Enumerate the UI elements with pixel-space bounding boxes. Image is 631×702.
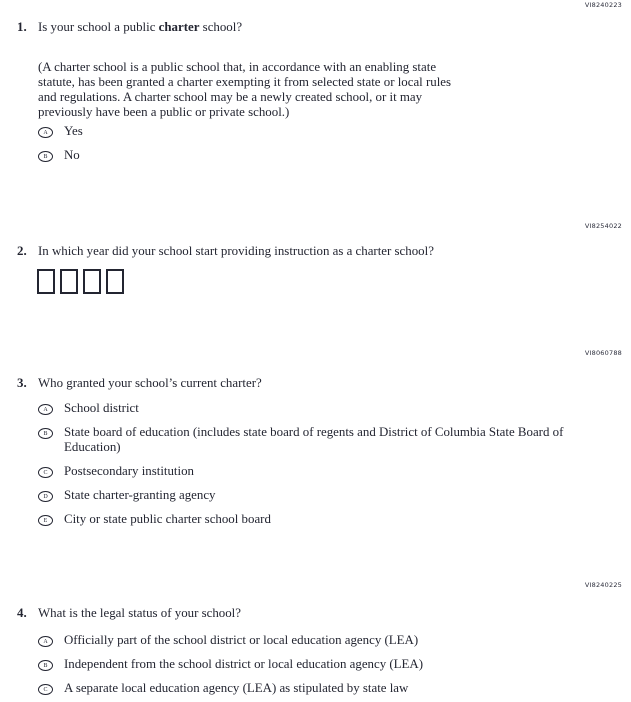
item-code: VI8254022 [584,222,622,230]
response-oval[interactable] [38,404,53,415]
question-block-4 [0,581,631,696]
note-line: statute, has been granted a charter exempting it from selected state or local rules [38,75,452,89]
answer-option[interactable] [38,512,631,527]
oval-letter: D [43,493,48,500]
response-oval[interactable] [38,151,53,162]
question-note [38,60,631,120]
answer-option[interactable] [38,425,631,455]
response-oval[interactable] [38,515,53,526]
oval-letter: C [43,469,48,476]
question-text: In which year did your school start providing instruction as a charter school? [38,244,434,258]
question-block-1 [0,1,631,163]
oval-letter: E [43,517,48,524]
question-text-post: school? [199,20,243,34]
answer-option[interactable] [38,464,631,479]
answer-option-no[interactable] [38,148,631,163]
option-label: State charter-granting agency [64,488,216,502]
question-title [0,20,631,35]
option-label: State board of education (includes state board of regents and District of Columbia State Board of Education) [64,425,564,454]
question-text: Who granted your school’s current charter? [38,376,262,390]
response-oval[interactable] [38,684,53,695]
item-code: VI8240223 [584,1,622,9]
note-line: previously have been a public or private school.) [38,105,290,119]
answer-option[interactable] [38,681,631,696]
year-digit-box[interactable] [60,269,78,294]
response-oval[interactable] [38,660,53,671]
response-oval[interactable] [38,467,53,478]
question-text-pre: Is your school a public [38,20,159,34]
question-text [38,20,631,35]
option-label: Officially part of the school district or local education agency (LEA) [64,633,419,647]
question-number: 4. [17,606,27,620]
option-label: Independent from the school district or local education agency (LEA) [64,657,424,671]
year-entry-boxes [37,269,631,294]
oval-letter: B [43,430,48,437]
answer-option[interactable] [38,488,631,503]
option-label: Postsecondary institution [64,464,194,478]
item-code: VI8240225 [584,581,622,589]
option-label: A separate local education agency (LEA) as stipulated by state law [64,681,409,695]
question-number: 2. [17,244,27,258]
question-number: 3. [17,376,27,390]
oval-letter: A [43,129,48,136]
note-line: and regulations. A charter school may be a newly created school, or it may [38,90,423,104]
question-block-2 [0,222,631,294]
year-digit-box[interactable] [83,269,101,294]
question-title [0,376,631,391]
answer-options [38,124,631,163]
response-oval[interactable] [38,127,53,138]
answer-option-yes[interactable] [38,124,631,139]
option-label: No [64,148,80,162]
question-text: What is the legal status of your school? [38,606,241,620]
year-digit-box[interactable] [106,269,124,294]
response-oval[interactable] [38,428,53,439]
oval-letter: B [43,153,48,160]
answer-option[interactable] [38,401,631,416]
answer-options [38,401,631,527]
question-number: 1. [17,20,27,34]
response-oval[interactable] [38,491,53,502]
question-text-bold: charter [158,20,200,34]
option-label: Yes [64,124,83,138]
option-label: City or state public charter school board [64,512,271,526]
item-code: VI8060788 [584,349,622,357]
answer-option[interactable] [38,633,631,648]
question-title [0,606,631,621]
question-block-3 [0,349,631,527]
year-digit-box[interactable] [37,269,55,294]
oval-letter: B [43,662,48,669]
question-title [0,244,631,259]
response-oval[interactable] [38,636,53,647]
note-line: (A charter school is a public school that, in accordance with an enabling state [38,60,437,74]
option-label: School district [64,401,139,415]
oval-letter: A [43,406,48,413]
oval-letter: C [43,686,48,693]
answer-options [38,633,631,696]
oval-letter: A [43,638,48,645]
answer-option[interactable] [38,657,631,672]
